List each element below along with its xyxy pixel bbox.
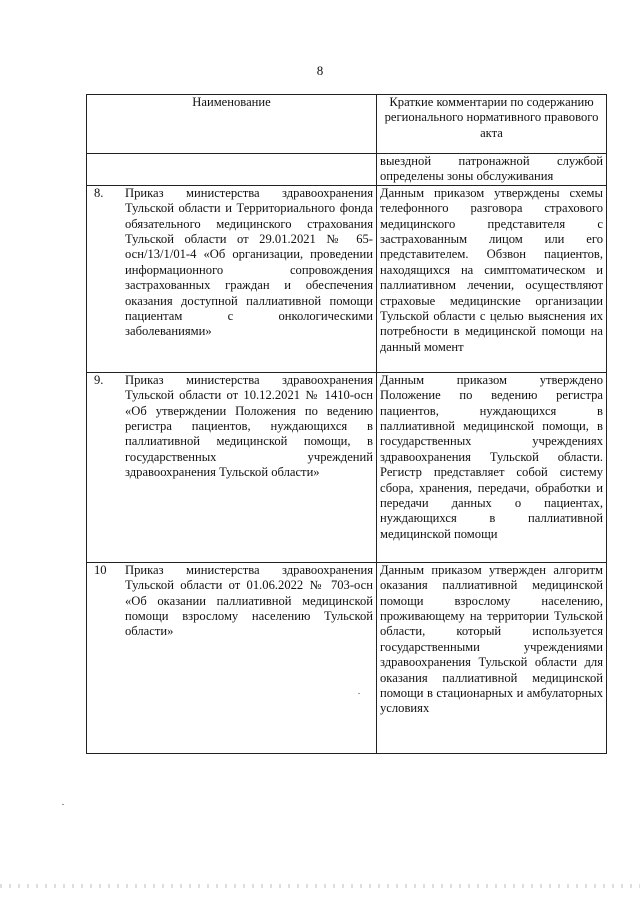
act-name: Приказ министерства здравоохранения Тульской области от 10.12.2021 № 1410-осн «Об утверждении Положения по ведению регистра пациентов, нуждающихся в паллиативной медицинской помощи, в государственных учреждений здравоохранения Тульской области»: [125, 372, 373, 480]
table-row: [87, 372, 607, 562]
act-name: Приказ министерства здравоохранения Тульской области от 01.06.2022 № 703-осн «Об оказании паллиативной медицинской помощи взрослому населению Тульской области»: [125, 562, 373, 639]
act-comment: Данным приказом утверждены схемы телефонного разговора страхового медицинского представителя с застрахованным лицом или его представителем. Обзвон пациентов, находящихся на симптоматическом и паллиативном лечении, осуществляют страховые медицинские организации Тульской области с целью выяснения их потребности в медицинской помощи на данный момент: [377, 185, 607, 372]
act-comment: Данным приказом утверждено Положение по ведению регистра пациентов, нуждающихся в паллиативной медицинской помощи, в государственных учреждениях здравоохранения Тульской области. Регистр представляет собой систему сбора, хранения, передачи, обработки и передачи данных о пациентах, нуждающихся в паллиативной медицинской помощи: [377, 372, 607, 562]
row-number: 9.: [94, 372, 104, 387]
scan-speck: [358, 693, 360, 694]
table-row: [87, 185, 607, 372]
table-row: [87, 562, 607, 753]
row-number: 10: [94, 562, 107, 577]
row-number: 8.: [94, 185, 104, 200]
continuation-name-cell: [87, 154, 377, 186]
scan-speck: [62, 804, 64, 805]
page-number: 8: [316, 63, 324, 78]
table-header-row: [87, 95, 607, 154]
scan-artifact-line: [0, 884, 640, 888]
legal-acts-table: [86, 94, 607, 754]
header-name: Наименование: [87, 95, 377, 154]
continuation-comment: выездной патронажной службой определены зоны обслуживания: [377, 154, 607, 186]
act-comment: Данным приказом утвержден алгоритм оказания паллиативной медицинской помощи взрослому населению, проживающему на территории Тульской области, который используется государственными учреждениями здравоохранения Тульской области для оказания паллиативной медицинской помощи в стационарных и амбулаторных условиях: [377, 562, 607, 753]
table-row-continuation: [87, 154, 607, 186]
act-name: Приказ министерства здравоохранения Тульской области и Территориального фонда обязательного медицинского страхования Тульской области от 29.01.2021 № 65-осн/13/1/01-4 «Об организации, проведении информационного сопровождения застрахованных граждан и обеспечения оказания доступной паллиативной помощи пациентам с онкологическими заболеваниями»: [125, 185, 373, 339]
header-comment: Краткие комментарии по содержанию регионального нормативного правового акта: [377, 95, 607, 154]
